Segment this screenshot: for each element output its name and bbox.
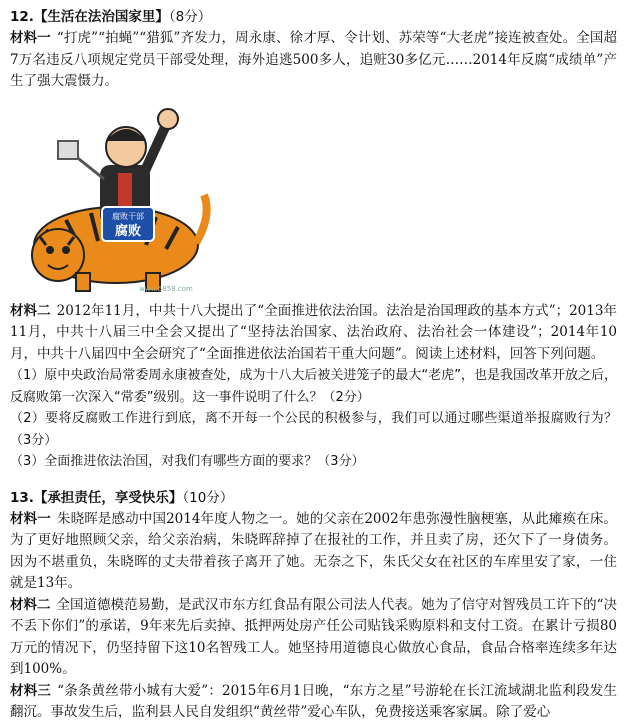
material-text: 2012年11月，中共十八大提出了“全面推进依法治国。法治是治国理政的基本方式”；2013年11月，中共十八届三中全会又提出了“坚持法治国家、法治政府、法治社会一体建设”；2014年10月，中共十八届四中全会研究了“全面推进依法治国若干重大问题”。阅读上述材料，回答下列问题。 — [10, 302, 617, 362]
material-1 — [10, 28, 617, 93]
material-label: 材料二 — [10, 302, 51, 319]
sub-question-3: （3）全面推进依法治国，对我们有哪些方面的要求？（3分） — [10, 454, 365, 469]
question-number: 13. — [10, 489, 34, 506]
sub-question-2: （2）要将反腐败工作进行到底，离不开每一个公民的积极参与，我们可以通过哪些渠道举报腐败行为？（3分） — [10, 411, 617, 448]
cartoon-badge-line2: 腐败 — [114, 223, 142, 239]
question-12 — [10, 6, 617, 473]
material-2 — [10, 301, 617, 366]
material-label: 材料二 — [10, 596, 51, 613]
question-topic: 【承担责任，享受快乐】 — [33, 489, 183, 506]
cartoon-watermark: www.5858.com — [139, 284, 193, 293]
cartoon-illustration — [16, 95, 216, 295]
material-text: 全国道德模范易勤，是武汉市东方红食品有限公司法人代表。她为了信守对智残员工许下的“决不丢下你们”的承诺，9年来先后卖掉、抵押两处房产任公司贴钱采购原料和支付工资。在累计亏损80万元的情况下，仍坚持留下这10名智残工人。她坚持用道德良心做放心食品，食品合格率连续多年达到100%。 — [10, 596, 618, 677]
question-score: （10分） — [182, 489, 234, 506]
question-score: （8分） — [168, 9, 212, 25]
material-label: 材料一 — [10, 510, 51, 527]
material-text: “条条黄丝带小城有大爱”：2015年6月1日晚，“东方之星”号游轮在长江流域湖北监利段发生翻沉。事故发生后，监利县人民自发组织“黄丝带”爱心车队，免费接送乘客家属。除了爱心 — [10, 682, 618, 720]
question-number: 12. — [10, 9, 34, 25]
question-13 — [10, 487, 617, 724]
cartoon-badge-line1: 腐败干部 — [112, 211, 144, 221]
question-topic: 【生活在法治国家里】 — [33, 9, 169, 25]
material-text: 朱晓晖是感动中国2014年度人物之一。她的父亲在2002年患弥漫性脑梗塞，从此瘫痪在床。为了更好地照顾父亲，给父亲治病，朱晓晖辞掉了在报社的工作，并且卖了房，还欠下了一身债务。因为不堪重负，朱晓晖的丈夫带着孩子离开了她。无奈之下，朱氏父女在社区的车库里安了家，一住就是13年。 — [10, 510, 617, 591]
material-label: 材料一 — [10, 30, 51, 46]
section-gap — [10, 473, 617, 487]
material-text: “打虎”“拍蝇”“猎狐”齐发力，周永康、徐才厚、令计划、苏荣等“大老虎”接连被查处。全国超7万名违反八项规定党员干部受处理，海外追逃500多人，追赃30多亿元……2014年反腐“成绩单”产生了强大震慑力。 — [10, 30, 617, 89]
sub-question-1: （1）原中央政治局常委周永康被查处，成为十八大后被关进笼子的最大“老虎”，也是我国改革开放之后，反腐败第一次深入“常委”级别。这一事件说明了什么？（2分） — [10, 368, 617, 405]
material-3 — [10, 681, 617, 724]
anti-corruption-cartoon — [16, 95, 216, 295]
question-13-title — [10, 487, 617, 509]
question-12-title — [10, 6, 617, 28]
material-label: 材料三 — [10, 682, 52, 699]
material-2 — [10, 595, 617, 681]
material-1 — [10, 509, 617, 595]
